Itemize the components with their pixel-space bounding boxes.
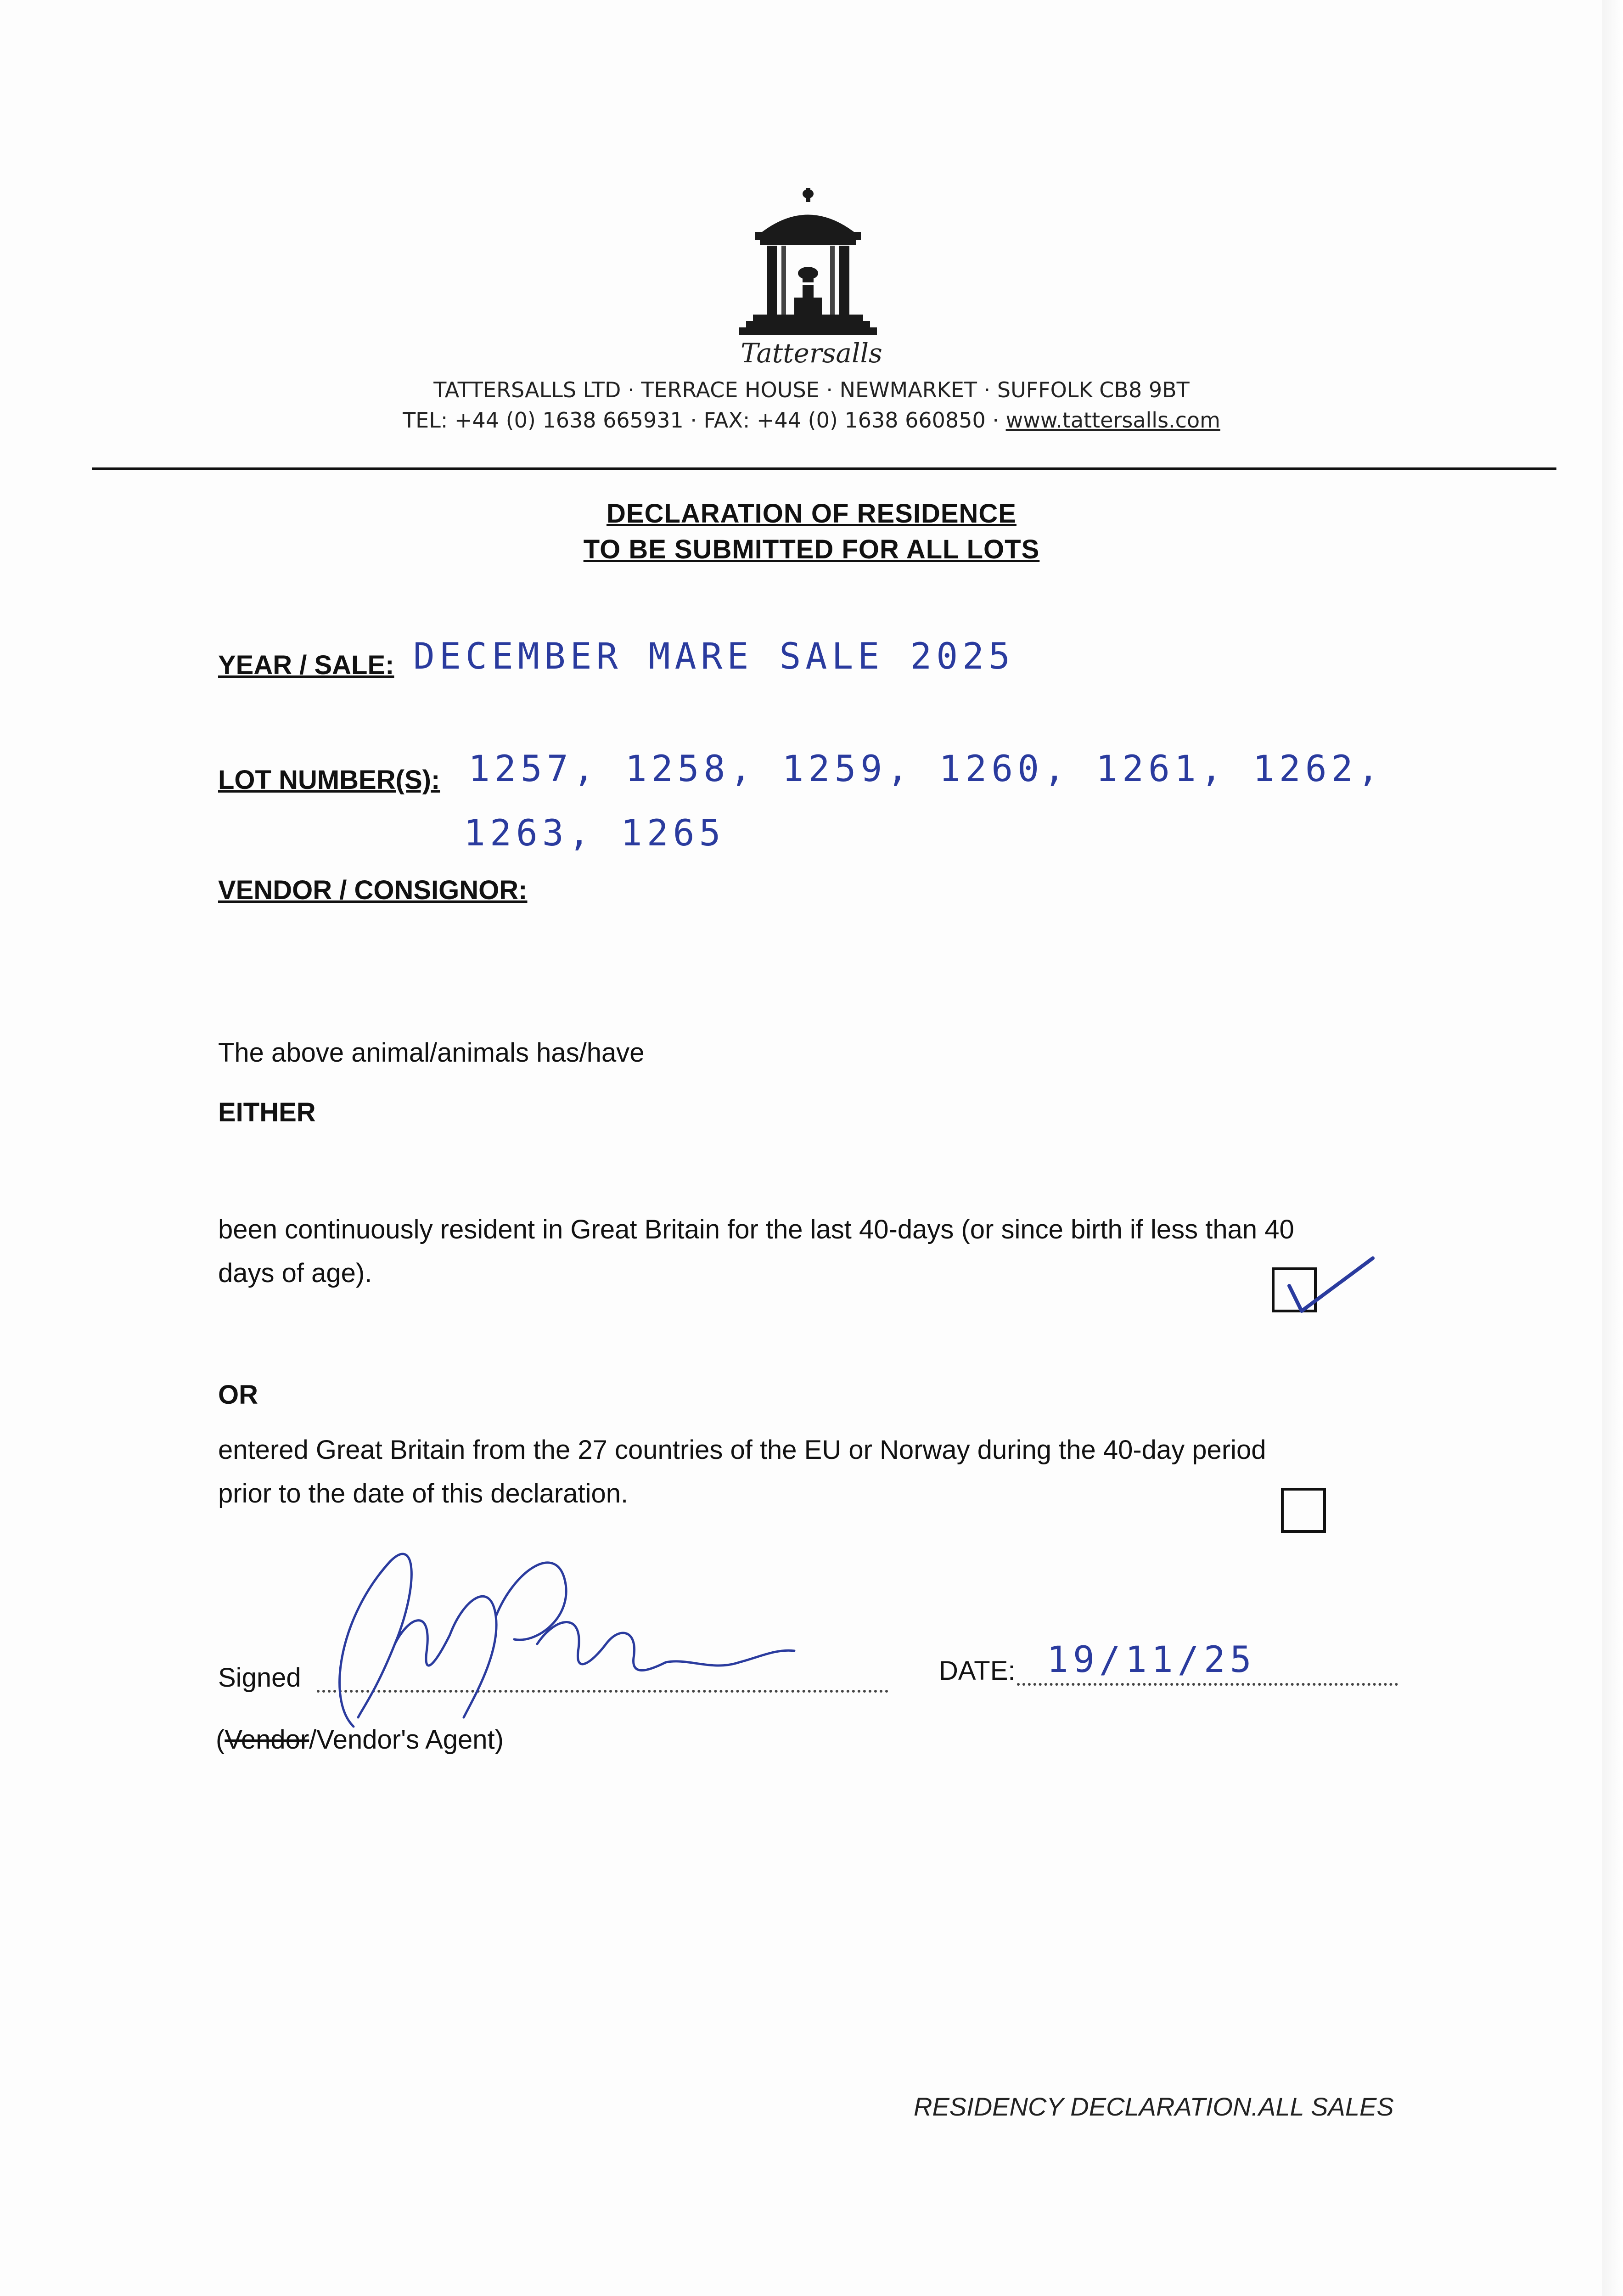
- company-address: TATTERSALLS LTD · TERRACE HOUSE · NEWMARKET · SUFFOLK CB8 9BT: [433, 377, 1190, 402]
- form-title: DECLARATION OF RESIDENCE: [607, 499, 1016, 529]
- website-link[interactable]: www.tattersalls.com: [1005, 408, 1220, 433]
- either-label: EITHER: [218, 1097, 316, 1127]
- date-label: DATE:: [939, 1656, 1016, 1686]
- lot-numbers-value-line1[interactable]: 1257, 1258, 1259, 1260, 1261, 1262,: [468, 748, 1384, 790]
- form-subtitle: TO BE SUBMITTED FOR ALL LOTS: [583, 535, 1040, 564]
- checkmark-icon: [1276, 1254, 1377, 1327]
- header-divider: [92, 467, 1556, 470]
- role-vendors-agent: /Vendor's Agent): [309, 1725, 504, 1755]
- year-sale-label: YEAR / SALE:: [218, 650, 394, 680]
- option1-line2: days of age).: [218, 1258, 372, 1288]
- option2-text: [218, 1428, 1458, 1515]
- signatory-role: [216, 1724, 504, 1755]
- company-contact: [0, 408, 1623, 433]
- option1-line1: been continuously resident in Great Britain for the last 40-days (or since birth if less than 40: [218, 1215, 1294, 1244]
- intro-text: The above animal/animals has/have: [218, 1038, 645, 1068]
- or-label: OR: [218, 1380, 258, 1410]
- option2-line1: entered Great Britain from the 27 countries of the EU or Norway during the 40-day period: [218, 1435, 1266, 1465]
- date-line[interactable]: [1017, 1683, 1398, 1686]
- footer-reference: RESIDENCY DECLARATION.ALL SALES: [914, 2092, 1394, 2121]
- signature-scribble: [298, 1525, 840, 1740]
- lot-numbers-label: LOT NUMBER(S):: [218, 765, 440, 795]
- role-open: (: [216, 1725, 225, 1755]
- lot-numbers-value-line2[interactable]: 1263, 1265: [464, 813, 725, 854]
- role-struck-vendor: Vendor: [225, 1725, 309, 1755]
- option2-line2: prior to the date of this declaration.: [218, 1479, 629, 1508]
- date-value[interactable]: 19/11/25: [1047, 1639, 1256, 1681]
- contact-numbers: TEL: +44 (0) 1638 665931 · FAX: +44 (0) 1638 660850 ·: [403, 408, 1006, 433]
- option2-checkbox[interactable]: [1281, 1488, 1326, 1533]
- tattersalls-logo-icon: [730, 188, 886, 340]
- signed-label: Signed: [218, 1663, 301, 1693]
- vendor-consignor-label: VENDOR / CONSIGNOR:: [218, 875, 528, 905]
- year-sale-value[interactable]: DECEMBER MARE SALE 2025: [413, 636, 1015, 677]
- brand-name: Tattersalls: [741, 338, 882, 369]
